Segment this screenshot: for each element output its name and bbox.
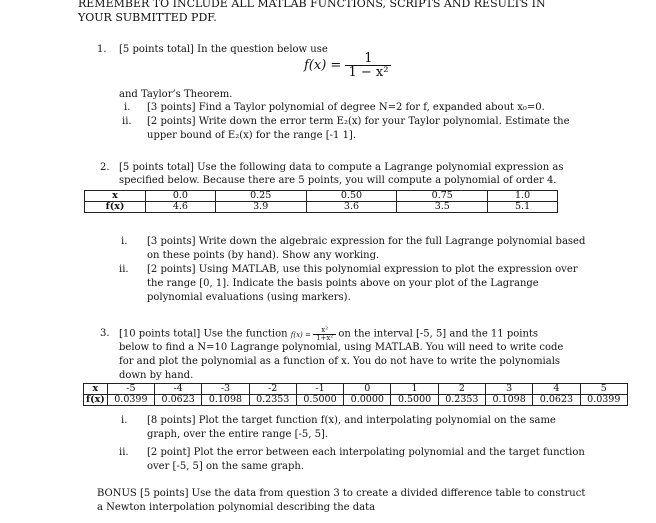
question-3-intro-after: on the interval [-5, 5] and the 11 points: [338, 328, 539, 340]
question-1-intro: [5 points total] In the question below use: [119, 44, 328, 55]
q3-data-table: [83, 383, 628, 406]
table-cell: 0.75: [397, 191, 488, 202]
question-3-equation: [290, 326, 339, 342]
q2-part-ii-line3: polynomial evaluations (using markers).: [147, 292, 351, 303]
q1-part-ii-label: ii.: [122, 116, 132, 127]
table-cell: 5: [580, 384, 627, 395]
table-cell: -2: [249, 384, 296, 395]
reminder-line-2: YOUR SUBMITTED PDF.: [78, 11, 217, 24]
table-cell: -3: [202, 384, 249, 395]
q3-part-ii-label: ii.: [119, 447, 129, 458]
table-cell: -1: [296, 384, 343, 395]
row-label-x: x: [84, 384, 108, 395]
table-cell: 4.6: [146, 202, 216, 213]
table-cell: 3.5: [397, 202, 488, 213]
table-cell: 4: [533, 384, 580, 395]
reminder-line-1: REMEMBER TO INCLUDE ALL MATLAB FUNCTIONS, SCRIPTS AND RESULTS IN: [78, 0, 546, 10]
table-cell: 0.0000: [344, 395, 391, 406]
table-cell: 0.0399: [580, 395, 627, 406]
table-cell: -5: [107, 384, 154, 395]
row-label-fx: f(x): [84, 395, 108, 406]
table-cell: 0.0623: [155, 395, 202, 406]
row-label-fx: f(x): [85, 202, 146, 213]
q2-part-i-label: i.: [121, 236, 128, 247]
q1-part-ii-text-line1: [2 points] Write down the error term E₂(x) for your Taylor polynomial. Estimate the: [147, 116, 570, 127]
question-3-number: 3.: [100, 328, 110, 339]
q2-part-i-line2: on these points (by hand). Show any working.: [147, 250, 380, 261]
question-3-intro: [119, 327, 538, 342]
table-cell: 2: [438, 384, 485, 395]
q2-part-ii-line1: [2 points] Using MATLAB, use this polynomial expression to plot the expression over: [147, 264, 578, 275]
q3-part-ii-line1: [2 point] Plot the error between each interpolating polynomial and the target function: [147, 447, 585, 458]
q3-part-i-label: i.: [121, 415, 128, 426]
table-cell: 0.1098: [202, 395, 249, 406]
table-cell: 0: [344, 384, 391, 395]
table-row-fx: [84, 395, 628, 406]
table-cell: 0.25: [215, 191, 306, 202]
q3-part-i-line1: [8 points] Plot the target function f(x), and interpolating polynomial on the same: [147, 415, 556, 426]
table-cell: 0.2353: [249, 395, 296, 406]
equation-denominator: 1+x²: [313, 334, 336, 342]
equation-fraction: [313, 327, 336, 342]
question-2-number: 2.: [100, 162, 110, 173]
bonus-line2: a Newton interpolation polynomial describing the data: [97, 502, 376, 513]
question-3-line3: for and plot the polynomial as a function of x. You do not have to write the polynomials: [119, 356, 561, 367]
question-1-number: 1.: [97, 44, 107, 55]
q2-part-ii-label: ii.: [119, 264, 129, 275]
q2-part-i-line1: [3 points] Write down the algebraic expression for the full Lagrange polynomial based: [147, 236, 586, 247]
q2-data-table: [84, 190, 558, 213]
table-cell: 3: [486, 384, 533, 395]
question-3-intro-before: [10 points total] Use the function: [119, 328, 288, 340]
question-1-equation: [304, 52, 391, 79]
q3-part-i-line2: graph, over the entire range [-5, 5].: [147, 429, 329, 440]
table-cell: -4: [155, 384, 202, 395]
table-cell: 1: [391, 384, 438, 395]
table-cell: 5.1: [488, 202, 558, 213]
table-cell: 0.5000: [296, 395, 343, 406]
equation-denominator: 1 − x²: [345, 65, 391, 79]
bonus-line1: BONUS [5 points] Use the data from question 3 to create a divided difference table to construct: [97, 488, 586, 499]
table-cell: 0.50: [306, 191, 397, 202]
equation-numerator: x²: [321, 326, 329, 334]
submission-reminder: [78, 0, 578, 25]
table-cell: 0.2353: [438, 395, 485, 406]
table-cell: 1.0: [488, 191, 558, 202]
table-row-x: [85, 191, 558, 202]
q1-part-i-label: i.: [124, 102, 131, 113]
table-row-fx: [85, 202, 558, 213]
table-row-x: [84, 384, 628, 395]
equation-fraction: [345, 52, 391, 79]
table-cell: 0.1098: [486, 395, 533, 406]
table-cell: 0.0399: [107, 395, 154, 406]
question-3-line4: down by hand.: [119, 370, 194, 381]
equation-numerator: 1: [364, 51, 373, 66]
table-cell: 3.9: [215, 202, 306, 213]
table-cell: 0.5000: [391, 395, 438, 406]
question-2-line1: [5 points total] Use the following data to compute a Lagrange polynomial expression as: [119, 162, 564, 173]
q3-part-ii-line2: over [-5, 5] on the same graph.: [147, 461, 305, 472]
question-2-line2: specified below. Because there are 5 points, you will compute a polynomial of order 4.: [119, 175, 557, 186]
q1-part-i-text: [3 points] Find a Taylor polynomial of degree N=2 for f, expanded about x₀=0.: [147, 102, 545, 113]
question-3-line2: below to find a N=10 Lagrange polynomial, using MATLAB. You will need to write code: [119, 342, 564, 353]
q2-part-ii-line2: the range [0, 1]. Indicate the basis points above on your plot of the Lagrange: [147, 278, 539, 289]
row-label-x: x: [85, 191, 146, 202]
table-cell: 3.6: [306, 202, 397, 213]
question-1-after-equation: and Taylor’s Theorem.: [119, 89, 233, 100]
equation-lhs: f(x) =: [304, 58, 342, 73]
table-cell: 0.0623: [533, 395, 580, 406]
equation-lhs: f(x) =: [290, 330, 311, 339]
table-cell: 0.0: [146, 191, 216, 202]
q1-part-ii-text-line2: upper bound of E₂(x) for the range [-1 1].: [147, 130, 357, 141]
